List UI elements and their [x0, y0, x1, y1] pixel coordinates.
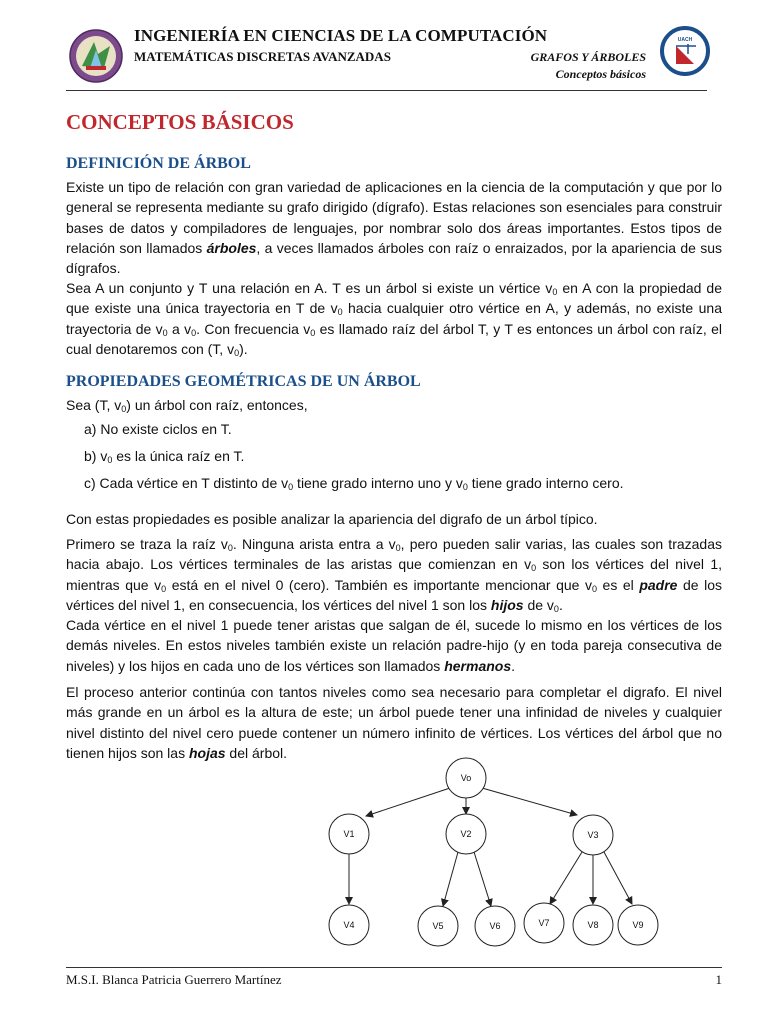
paragraph-definicion-2: Sea A un conjunto y T una relación en A. T es un árbol si existe un vértice $v_0$ en A con la propiedad de que existe una única trayectoria en T de $v_0$ hacia cualquier otro vértice en A, y además, no existe una trayectoria de $v_0$ a $v_0$. Con frecuencia $v_0$ es llamado raíz del árbol T, y T es entonces un árbol con raíz, el cual denotaremos con (T, $v_0$).: [66, 280, 723, 358]
heading-definicion: DEFINICIÓN DE ÁRBOL: [66, 155, 251, 172]
label-v7: V7: [538, 918, 550, 928]
term-arboles: árboles: [206, 239, 257, 256]
header-divider: [66, 90, 707, 91]
term-hojas: hojas: [188, 744, 226, 761]
footer-author: M.S.I. Blanca Patricia Guerrero Martínez: [66, 972, 282, 987]
footer-divider: [66, 967, 722, 968]
university-seal-logo: [68, 28, 124, 84]
page-number: 1: [715, 972, 722, 987]
faculty-logo-text: UACH: [677, 37, 693, 43]
list-item-c: c) Cada vértice en T distinto de $v_0$ tiene grado interno uno y $v_0$ tiene grado interno cero.: [84, 475, 624, 492]
label-v4: V4: [343, 920, 355, 930]
header-topic: GRAFOS Y ÁRBOLES: [530, 50, 646, 64]
label-v5: V5: [432, 921, 444, 931]
label-v6: V6: [489, 921, 501, 931]
term-hijos: hijos: [490, 596, 524, 613]
paragraph-6: El proceso anterior continúa con tantos niveles como sea necesario para completar el digrafo. El nivel más grande en un árbol es la altura de este; un árbol puede tener una infinidad de niveles y cualquier nivel distinto del nivel cero puede contener un número infinito de vértices. Los vértices del árbol que no tienen hijos son las hojas del árbol.: [66, 684, 722, 761]
edge-v2-v6: [474, 852, 491, 906]
faculty-logo: [660, 22, 710, 80]
paragraph-4: Primero se traza la raíz $v_0$. Ninguna arista entra a $v_0$, pero pueden salir varias, las cuales son trazadas hacia abajo. Los vértices terminales de las aristas que comienzan en $v_0$ son los vértices del nivel 1, mientras que $v_0$ está en el nivel 0 (cero). También es importante mencionar que $v_0$ es el padre de los vértices del nivel 1, en consecuencia, los vértices del nivel 1 son los hijos de $v_0$.: [66, 536, 723, 614]
paragraph-definicion-1: Existe un tipo de relación con gran variedad de aplicaciones en la ciencia de la computación y que por lo general se representa mediante su grafo dirigido (dígrafo). Estas relaciones son esenciales para construir bases de datos y compiladores de lenguajes, por nombrar solo dos áreas importantes. Estos tipos de relación son llamados árboles, a veces llamados árboles con raíz o enraizados, por la apariencia de sus dígrafos.: [66, 179, 723, 277]
list-item-b: b) $v_0$ es la única raíz en T.: [84, 448, 245, 465]
paragraph-3: Con estas propiedades es posible analizar la apariencia del digrafo de un árbol típico.: [66, 511, 598, 527]
label-v9: V9: [632, 920, 644, 930]
edge-v3-v9: [604, 852, 632, 904]
header-subject: MATEMÁTICAS DISCRETAS AVANZADAS: [134, 49, 391, 64]
paragraph-5: Cada vértice en el nivel 1 puede tener aristas que salgan de él, sucede lo mismo en los vértices de los demás niveles. En estos niveles también existe un relación padre-hijo (y en toda pareja consecutiva de niveles) y los hijos en cada uno de los vértices son llamados hermanos.: [66, 617, 722, 674]
label-v3: V3: [587, 830, 599, 840]
list-item-a: a) No existe ciclos en T.: [84, 421, 232, 437]
edge-v2-v5: [443, 852, 458, 906]
section-title: CONCEPTOS BÁSICOS: [66, 110, 294, 134]
edge-v3-v7: [550, 852, 582, 904]
label-v0: Vo: [460, 773, 472, 783]
label-v1: V1: [343, 829, 355, 839]
heading-propiedades: PROPIEDADES GEOMÉTRICAS DE UN ÁRBOL: [66, 373, 421, 390]
header-title: INGENIERÍA EN CIENCIAS DE LA COMPUTACIÓN: [134, 26, 548, 45]
edge-v0-v3: [482, 788, 577, 815]
term-padre: padre: [639, 576, 678, 593]
term-hermanos: hermanos: [444, 657, 512, 674]
propiedades-intro: Sea (T, $v_0$) un árbol con raíz, entonces,: [66, 397, 308, 414]
label-v8: V8: [587, 920, 599, 930]
tree-diagram: [300, 750, 680, 960]
edge-v0-v1: [366, 788, 450, 816]
header-subtopic: Conceptos básicos: [555, 67, 646, 81]
label-v2: V2: [460, 829, 472, 839]
